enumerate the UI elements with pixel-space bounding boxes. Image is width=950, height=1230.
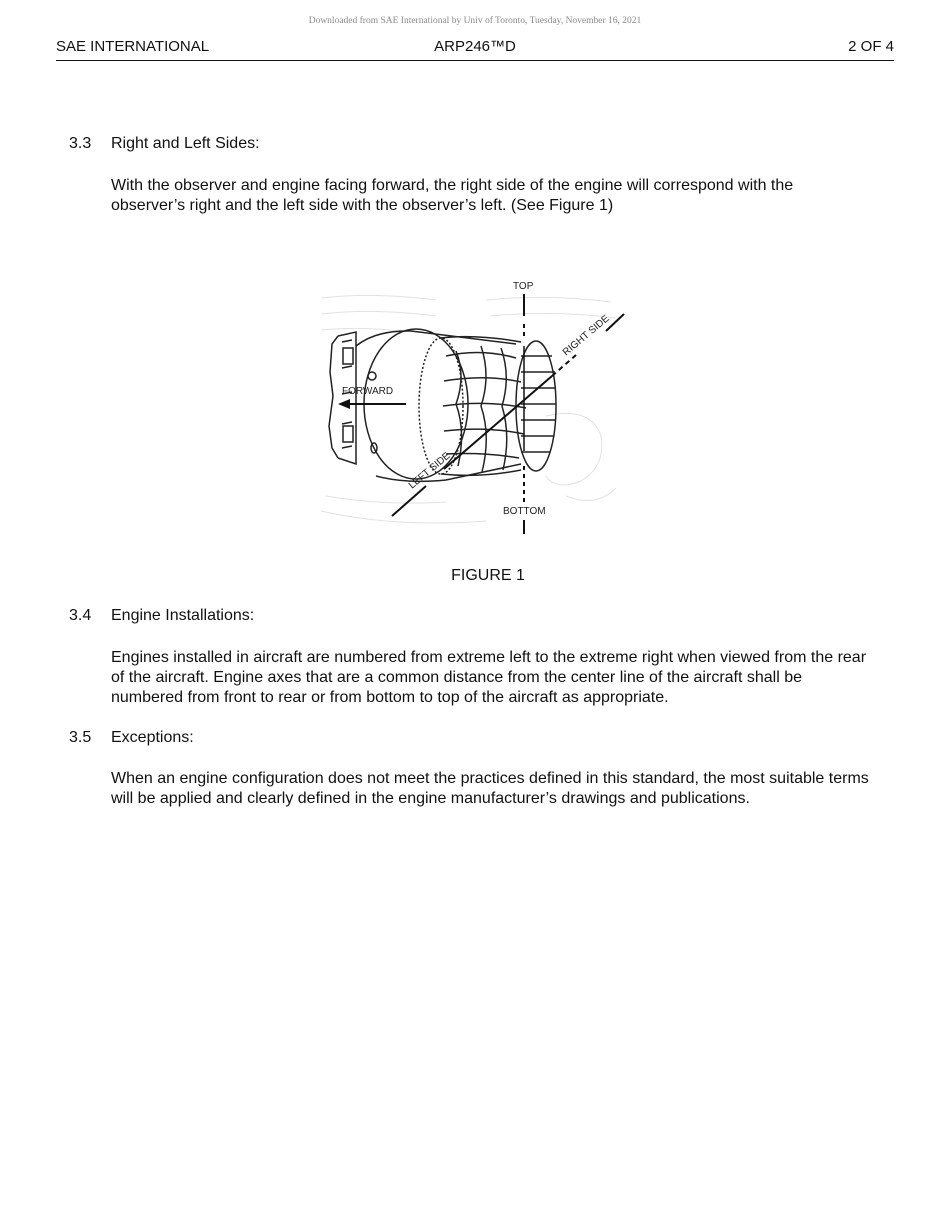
forward-arrow xyxy=(338,399,406,409)
figure-engine-orientation xyxy=(316,276,636,538)
running-header xyxy=(56,38,894,61)
label-left-side: LEFT SIDE xyxy=(406,450,453,492)
label-forward: FORWARD xyxy=(342,386,394,397)
diagonal-axis xyxy=(392,314,624,516)
section-number: 3.4 xyxy=(69,607,92,624)
section-heading-3-4 xyxy=(69,607,254,625)
header-page-number: 2 OF 4 xyxy=(848,38,894,55)
label-top: TOP xyxy=(513,281,534,292)
label-bottom: BOTTOM xyxy=(503,506,546,517)
section-number: 3.3 xyxy=(69,135,92,152)
engine-diagram xyxy=(316,276,636,538)
section-title: Exceptions: xyxy=(111,729,194,746)
section-body-3-5: When an engine configuration does not meet the practices defined in this standard, the most suitable terms will be applied and clearly defined in the engine manufacturer’s drawings and publications. xyxy=(111,770,869,807)
section-body-3-3: With the observer and engine facing forward, the right side of the engine will correspond with the observer’s right and the left side with the observer’s left. (See Figure 1) xyxy=(111,177,794,214)
engine-mount-flange xyxy=(329,332,356,464)
section-heading-3-3 xyxy=(69,135,260,153)
section-title: Right and Left Sides: xyxy=(111,135,260,152)
section-title: Engine Installations: xyxy=(111,607,255,624)
section-body-3-4: Engines installed in aircraft are numbered from extreme left to the extreme right when viewed from the rear of the aircraft. Engine axes that are a common distance from the center line of the aircraft shall be numbered from front to rear or from bottom to top of the aircraft as appropriate. xyxy=(111,649,867,706)
download-note: Downloaded from SAE International by Univ of Toronto, Tuesday, November 16, 2021 xyxy=(308,16,642,26)
section-heading-3-5 xyxy=(69,729,194,747)
section-number: 3.5 xyxy=(69,729,92,746)
header-document-id: ARP246™D xyxy=(434,38,516,55)
label-right-side: RIGHT SIDE xyxy=(560,313,612,359)
figure-caption: FIGURE 1 xyxy=(451,567,525,584)
header-publisher: SAE INTERNATIONAL xyxy=(56,38,210,55)
